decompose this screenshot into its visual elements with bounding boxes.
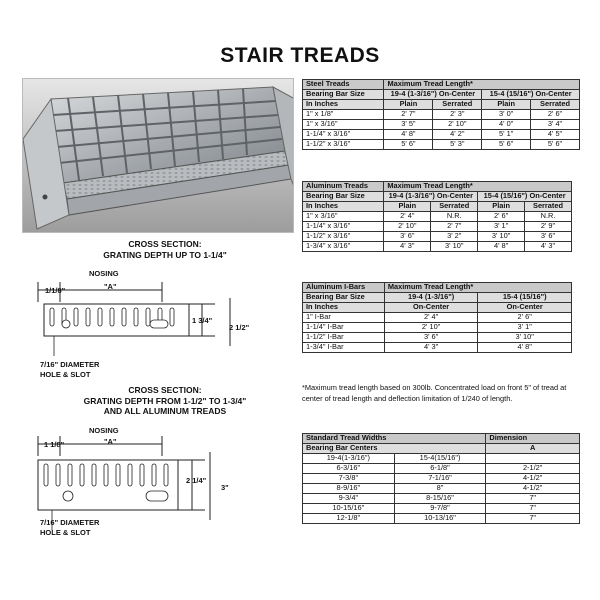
nosing-label: NOSING — [89, 426, 119, 435]
table-cell: 6-1/8" — [394, 464, 486, 474]
inner-height-dimension: 2 1/4" — [186, 476, 207, 485]
outer-height-dimension: 3" — [221, 483, 229, 492]
table-cell: 5' 6" — [531, 140, 580, 150]
column-header: A — [486, 444, 580, 454]
table-cell: 2' 10" — [384, 323, 478, 333]
inner-height-dimension: 1 3/4" — [192, 316, 213, 325]
cross-section-title-line: GRATING DEPTH UP TO 1-1/4" — [103, 249, 227, 260]
column-header: 19-4 (1-3/16") On-Center — [384, 90, 482, 100]
table-cell: 4' 8" — [384, 130, 433, 140]
table-cell: 1-1/2" x 3/16" — [303, 232, 384, 242]
standard-tread-widths-table — [302, 433, 580, 524]
hole-slot-note-2 — [40, 518, 99, 538]
table-cell: 1" x 3/16" — [303, 212, 384, 222]
aluminum-ibars-table — [302, 282, 572, 353]
table-cell: 1-1/2" I-Bar — [303, 333, 385, 343]
outer-height-dimension: 2 1/2" — [229, 323, 250, 332]
table-cell: 5' 1" — [482, 130, 531, 140]
table-cell: 4' 8" — [478, 242, 525, 252]
column-header: Bearing Bar Size — [303, 90, 384, 100]
table-cell: 4' 0" — [482, 120, 531, 130]
column-header: Serrated — [525, 202, 572, 212]
table-cell: 3' 1" — [478, 323, 572, 333]
column-header: In Inches — [303, 303, 385, 313]
table-cell: 2' 3" — [433, 110, 482, 120]
table-cell: 5' 6" — [482, 140, 531, 150]
hole-note-line: HOLE & SLOT — [40, 369, 91, 379]
table-cell: 9-3/4" — [303, 494, 395, 504]
table-row — [303, 454, 580, 464]
column-header: Plain — [482, 100, 531, 110]
table-cell: 4' 5" — [531, 130, 580, 140]
table-row — [303, 232, 572, 242]
table-cell: 2' 6" — [531, 110, 580, 120]
table-header: Dimension — [486, 434, 580, 444]
table-cell: 1-1/4" I-Bar — [303, 323, 385, 333]
table-cell: 2' 7" — [384, 110, 433, 120]
table-cell: 2' 10" — [433, 120, 482, 130]
page-title: STAIR TREADS — [220, 44, 380, 67]
a-dimension-label: "A" — [104, 282, 117, 291]
column-header: 15-4 (15/16") — [478, 293, 572, 303]
table-header: Maximum Tread Length* — [384, 80, 580, 90]
hole-slot-note-1 — [40, 360, 99, 380]
table-cell: 1" x 1/8" — [303, 110, 384, 120]
table-cell: 8-15/16" — [394, 494, 486, 504]
steel-treads-table — [302, 79, 580, 150]
column-header: 15-4 (15/16") On-Center — [482, 90, 580, 100]
table-row — [303, 212, 572, 222]
table-row — [303, 333, 572, 343]
table-cell: N.R. — [525, 212, 572, 222]
column-header: Serrated — [431, 202, 478, 212]
table-cell: 10-15/16" — [303, 504, 395, 514]
cross-section-title-line: GRATING DEPTH FROM 1-1/2" TO 1-3/4" — [83, 395, 247, 406]
table-row — [303, 464, 580, 474]
table-cell: 9-7/8" — [394, 504, 486, 514]
table-header: Standard Tread Widths — [303, 434, 486, 444]
table-row — [303, 504, 580, 514]
table-cell: 7-1/16" — [394, 474, 486, 484]
steel-grating-stair-tread-photo-icon — [23, 79, 294, 233]
cross-section-title-line: AND ALL ALUMINUM TREADS — [103, 406, 227, 417]
column-header: On-Center — [384, 303, 478, 313]
table-cell: 1" x 3/16" — [303, 120, 384, 130]
table-cell: 19-4(1-3/16") — [303, 454, 395, 464]
table-header: Steel Treads — [303, 80, 384, 90]
table-cell: 1-1/2" x 3/16" — [303, 140, 384, 150]
column-header: Bearing Bar Centers — [303, 444, 486, 454]
table-row — [303, 514, 580, 524]
table-cell: 3' 10" — [431, 242, 478, 252]
cross-section-1-drawing — [30, 276, 230, 356]
table-cell: 2' 10" — [384, 222, 431, 232]
table-cell: 5' 6" — [384, 140, 433, 150]
table-cell: 7" — [486, 494, 580, 504]
table-cell: 3' 2" — [431, 232, 478, 242]
table-cell: 2' 7" — [431, 222, 478, 232]
table-cell: 3' 6" — [384, 333, 478, 343]
table-cell: 1-1/4" x 3/16" — [303, 130, 384, 140]
column-header: Bearing Bar Size — [303, 293, 385, 303]
hole-note-line: HOLE & SLOT — [40, 527, 91, 537]
column-header: Serrated — [531, 100, 580, 110]
table-row — [303, 494, 580, 504]
column-header: In Inches — [303, 202, 384, 212]
cross-section-2-drawing — [30, 430, 230, 530]
cross-section-title-line: CROSS SECTION: — [128, 385, 202, 395]
table-cell: 2' 6" — [478, 313, 572, 323]
table-cell: 4' 3" — [384, 242, 431, 252]
table-cell: 7" — [486, 514, 580, 524]
a-dimension-label: "A" — [104, 437, 117, 446]
table-cell: 1-1/4" x 3/16" — [303, 222, 384, 232]
table-row — [303, 110, 580, 120]
table-cell: 5' 3" — [433, 140, 482, 150]
table-cell: 3' 10" — [478, 232, 525, 242]
table-row — [303, 474, 580, 484]
table-row — [303, 222, 572, 232]
table-cell: 4' 3" — [384, 343, 478, 353]
table-cell: 3' 4" — [531, 120, 580, 130]
column-header: On-Center — [478, 303, 572, 313]
column-header: Plain — [478, 202, 525, 212]
column-header: Plain — [384, 202, 431, 212]
aluminum-treads-table — [302, 181, 572, 252]
hole-note-line: 7/16" DIAMETER — [40, 360, 100, 369]
table-cell: 2-1/2" — [486, 464, 580, 474]
table-cell: 3' 10" — [478, 333, 572, 343]
column-header: Plain — [384, 100, 433, 110]
table-cell: 2' 4" — [384, 313, 478, 323]
table-cell: 4' 8" — [478, 343, 572, 353]
table-cell: 1-3/4" I-Bar — [303, 343, 385, 353]
column-header: 15-4 (15/16") On-Center — [478, 192, 572, 202]
nosing-label: NOSING — [89, 269, 119, 278]
table-row — [303, 323, 572, 333]
table-row — [303, 484, 580, 494]
table-cell: 2' 6" — [478, 212, 525, 222]
table-cell: 4' 3" — [525, 242, 572, 252]
table-cell: 4' 2" — [433, 130, 482, 140]
table-row — [303, 140, 580, 150]
table-row — [303, 120, 580, 130]
table-cell: 3' 6" — [525, 232, 572, 242]
table-row — [303, 242, 572, 252]
stair-tread-photo — [22, 78, 294, 233]
table-cell: 4-1/2" — [486, 484, 580, 494]
table-cell: 2' 9" — [525, 222, 572, 232]
table-cell — [486, 454, 580, 464]
table-cell: 8-9/16" — [303, 484, 395, 494]
table-cell: 3' 1" — [478, 222, 525, 232]
table-row — [303, 130, 580, 140]
table-cell: 2' 4" — [384, 212, 431, 222]
cross-section-title-line: CROSS SECTION: — [128, 239, 202, 249]
table-cell: 10-13/16" — [394, 514, 486, 524]
hole-note-line: 7/16" DIAMETER — [40, 518, 100, 527]
table-cell: 4-1/2" — [486, 474, 580, 484]
table-cell: 6-3/16" — [303, 464, 395, 474]
column-header: 19-4 (1-3/16") On-Center — [384, 192, 478, 202]
nosing-dimension: 1 1/8" — [44, 440, 65, 449]
footnote: *Maximum tread length based on 300lb. Concentrated load on front 5" of tread at center of tread length and deflection limitation of 1/240 of length. — [302, 383, 567, 403]
table-cell: 3' 5" — [384, 120, 433, 130]
column-header: In Inches — [303, 100, 384, 110]
table-header: Aluminum I-Bars — [303, 283, 385, 293]
column-header: Bearing Bar Size — [303, 192, 384, 202]
table-row — [303, 343, 572, 353]
column-header: Serrated — [433, 100, 482, 110]
cross-section-2-title — [55, 385, 275, 417]
table-cell: 3' 0" — [482, 110, 531, 120]
table-cell: 7-3/8" — [303, 474, 395, 484]
table-cell: 3' 6" — [384, 232, 431, 242]
column-header: 19-4 (1-3/16") — [384, 293, 478, 303]
table-header: Maximum Tread Length* — [384, 283, 571, 293]
table-cell: 15-4(15/16") — [394, 454, 486, 464]
table-row — [303, 313, 572, 323]
table-cell: N.R. — [431, 212, 478, 222]
table-cell: 1-3/4" x 3/16" — [303, 242, 384, 252]
table-header: Maximum Tread Length* — [384, 182, 572, 192]
table-cell: 8" — [394, 484, 486, 494]
table-cell: 1" I-Bar — [303, 313, 385, 323]
table-cell: 7" — [486, 504, 580, 514]
cross-section-1-title — [55, 239, 275, 260]
table-cell: 12-1/8" — [303, 514, 395, 524]
table-header: Aluminum Treads — [303, 182, 384, 192]
nosing-dimension: 1/1/8" — [45, 286, 66, 295]
